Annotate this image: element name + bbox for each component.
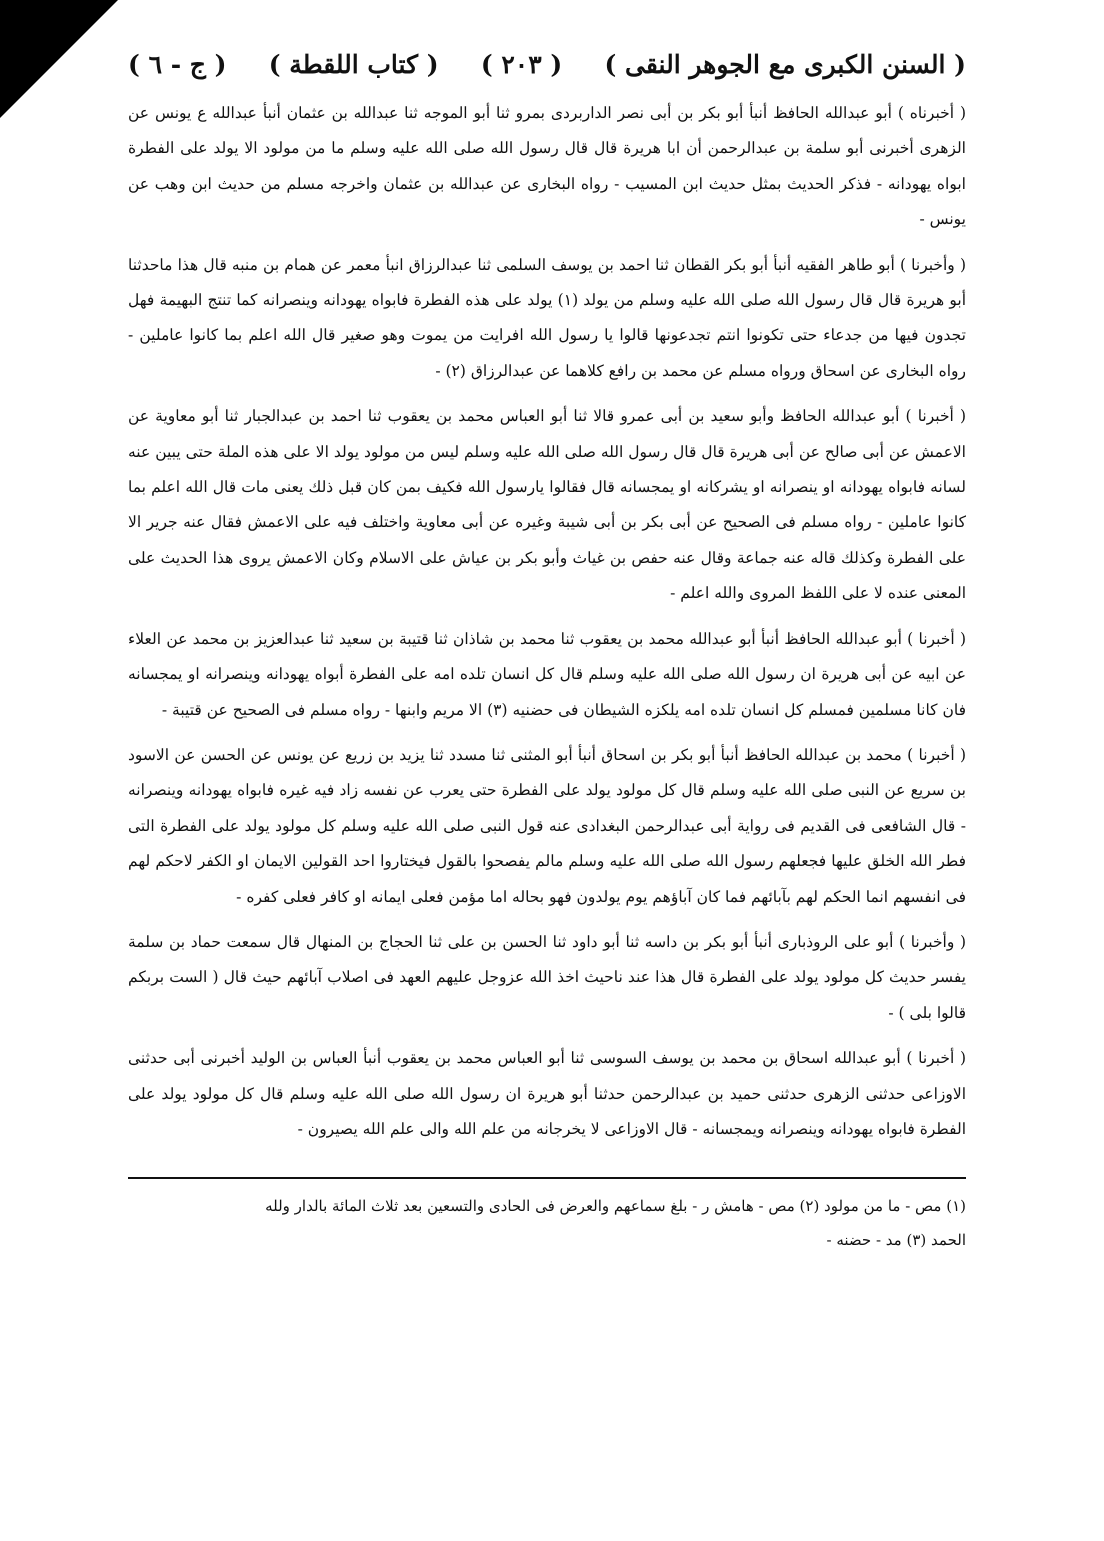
footnote-line: (١) مص - ما من مولود (٢) مص - هامش ر - بلغ سماعهم والعرض فى الحادى والتسعين بعد ثلاث المائة بالدار ولله	[265, 1197, 966, 1216]
page-corner-mark	[0, 0, 118, 118]
volume-label: ( ج - ٦ )	[128, 49, 227, 79]
main-text	[128, 96, 966, 1147]
paragraph: ( أخبرناه ) أبو عبدالله الحافظ أنبأ أبو بكر بن أبى نصر الداربردى بمرو ثنا أبو الموجه ثنا عبدالله بن عثمان أنبأ عبدالله ع يونس عن الزهرى أخبرنى أبو سلمة بن عبدالرحمن أن ابا هريرة قال قال رسول الله صلى الله عليه وسلم ما من مولود الا يولد على الفطرة ابواه يهودانه - فذكر الحديث بمثل حديث ابن المسيب - رواه البخارى عن عبدالله بن عثمان واخرجه مسلم من حديث ابن وهب عن يونس -	[128, 104, 966, 229]
paragraph: ( وأخبرنا ) أبو على الروذبارى أنبأ أبو بكر بن داسه ثنا أبو داود ثنا الحسن بن على ثنا الحجاج بن المنهال قال سمعت حماد بن سلمة يفسر حديث كل مولود يولد على الفطرة قال هذا عند ناحيث اخذ الله عزوجل عليهم العهد فى اصلاب آبائهم حيث قال ( الست بربكم قالوا بلى ) -	[128, 932, 966, 1022]
document-page	[128, 40, 966, 1257]
footnote-line: الحمد (٣) مد - حضنه -	[826, 1231, 966, 1250]
paragraph: ( وأخبرنا ) أبو طاهر الفقيه أنبأ أبو بكر القطان ثنا احمد بن يوسف السلمى ثنا عبدالرزاق انبأ معمر عن همام بن منبه قال هذا ماحدثنا أبو هريرة قال قال رسول الله صلى الله عليه وسلم من يولد (١) يولد على هذه الفطرة فابواه يهودانه وينصرانه كما تنتج البهيمة فهل تجدون فيها من جدعاء حتى تكونوا انتم تجدعونها قالوا يا رسول الله افرايت من يموت وهو صغير قال الله اعلم بما كانوا عاملين - رواه البخارى عن اسحاق ورواه مسلم عن محمد بن رافع كلاهما عن عبدالرزاق (٢) -	[128, 255, 966, 380]
page-header	[128, 40, 966, 88]
paragraph: ( أخبرنا ) أبو عبدالله اسحاق بن محمد بن يوسف السوسى ثنا أبو العباس محمد بن يعقوب أنبأ العباس بن الوليد أخبرنى أبى حدثنى الاوزاعى حدثنى الزهرى حدثنى حميد بن عبدالرحمن حدثنا أبو هريرة ان رسول الله صلى الله عليه وسلم قال كل مولود يولد على الفطرة فابواه يهودانه وينصرانه ويمجسانه - قال الاوزاعى لا يخرجانه من علم الله والى علم الله يصيرون -	[128, 1049, 966, 1138]
paragraph: ( أخبرنا ) أبو عبدالله الحافظ وأبو سعيد بن أبى عمرو قالا ثنا أبو العباس محمد بن يعقوب ثنا احمد بن عبدالجبار ثنا أبو معاوية عن الاعمش عن أبى صالح عن أبى هريرة قال قال رسول الله صلى الله عليه وسلم ليس من مولود يولد الا على هذه الملة حتى يبين عنه لسانه فابواه يهودانه او ينصرانه او يشركانه او يمجسانه قال فقالوا يارسول الله فكيف بمن كان قبل ذلك يعنى مات قال الله اعلم بما كانوا عاملين - رواه مسلم فى الصحيح عن أبى بكر بن أبى شيبة وغيره عن أبى معاوية واختلف فيه على الاعمش فقال عنه جرير الا على الفطرة وكذلك قاله عنه جماعة وقال عنه حفص بن غياث وأبو بكر بن عياش على الاسلام وكان الاعمش يروى هذا الحديث على المعنى عنده لا على اللفظ المروى والله اعلم -	[128, 407, 966, 603]
chapter-title: ( كتاب اللقطة )	[268, 49, 439, 79]
page-number: ( ٢٠٣ )	[480, 49, 563, 79]
paragraph: ( أخبرنا ) أبو عبدالله الحافظ أنبأ أبو عبدالله محمد بن يعقوب ثنا محمد بن شاذان ثنا قتيبة بن سعيد ثنا عبدالعزيز بن محمد عن العلاء عن ابيه عن أبى هريرة ان رسول الله صلى الله عليه وسلم قال كل انسان تلده امه على الفطرة أبواه يهودانه وينصرانه او يمجسانه فان كانا مسلمين فمسلم كل انسان تلده امه يلكزه الشيطان فى حضنيه (٣) الا مريم وابنها - رواه مسلم فى الصحيح عن قتيبة -	[128, 629, 966, 719]
footnotes	[128, 1177, 966, 1257]
paragraph: ( أخبرنا ) محمد بن عبدالله الحافظ أنبأ أبو بكر بن اسحاق أنبأ أبو المثنى ثنا مسدد ثنا يزيد بن زريع عن يونس عن الحسن عن الاسود بن سريع عن النبى صلى الله عليه وسلم قال كل مولود يولد على الفطرة حتى يعرب عن نفسه زاد فيه غيره فابواه يهودانه وينصرانه - قال الشافعى فى القديم فى رواية أبى عبدالرحمن البغدادى عنه قول النبى صلى الله عليه وسلم كل مولود يولد على الفطرة التى فطر الله الخلق عليها فجعلهم رسول الله صلى الله عليه وسلم مالم يفصحوا بالقول فيختاروا احد القولين الايمان او الكفر لاحكم لهم فى انفسهم انما الحكم لهم بآبائهم فما كان آباؤهم يوم يولدون فهو بحاله اما مؤمن فعلى ايمانه او كافر فعلى كفره -	[128, 745, 966, 906]
book-title: ( السنن الكبرى مع الجوهر النقى )	[604, 49, 966, 79]
